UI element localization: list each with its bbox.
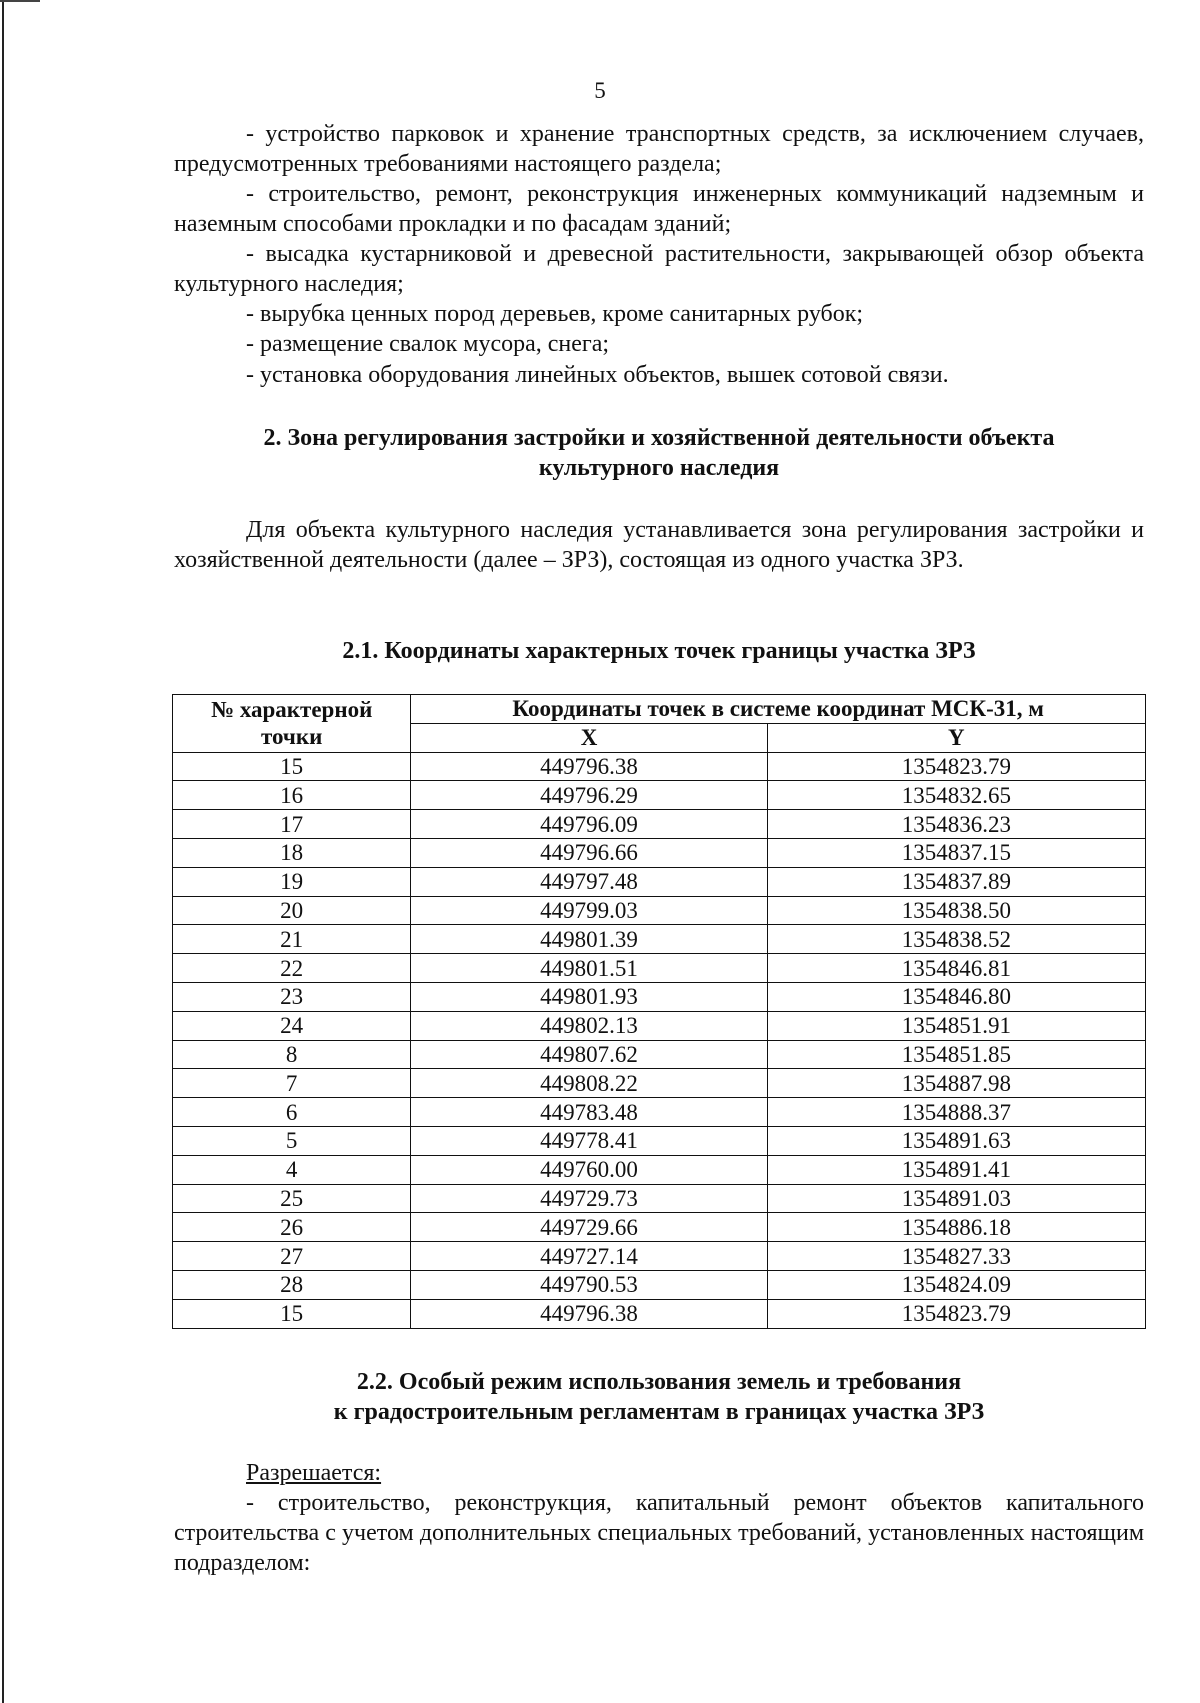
cell-point: 7 <box>173 1069 411 1098</box>
table-row <box>173 752 1146 781</box>
table-row <box>173 867 1146 896</box>
cell-point: 5 <box>173 1126 411 1155</box>
cell-x: 449790.53 <box>411 1270 767 1299</box>
table-row <box>173 1098 1146 1127</box>
cell-point: 21 <box>173 925 411 954</box>
cell-point: 28 <box>173 1270 411 1299</box>
cell-y: 1354846.81 <box>767 954 1145 983</box>
table-row <box>173 1299 1146 1328</box>
table-row <box>173 982 1146 1011</box>
section22-heading-line2: к градостроительным регламентам в границах участка ЗРЗ <box>333 1399 985 1425</box>
cell-point: 4 <box>173 1155 411 1184</box>
table-row <box>173 925 1146 954</box>
cell-y: 1354851.91 <box>767 1011 1145 1040</box>
page-number: 5 <box>594 78 606 103</box>
allowed-label: Разрешается: <box>246 1460 382 1486</box>
table-row <box>173 1184 1146 1213</box>
cell-y: 1354823.79 <box>767 1299 1145 1328</box>
cell-y: 1354837.15 <box>767 838 1145 867</box>
cell-point: 27 <box>173 1242 411 1271</box>
cell-point: 17 <box>173 810 411 839</box>
list-item-towers: - установка оборудования линейных объектов, вышек сотовой связи. <box>246 362 949 388</box>
cell-x: 449729.73 <box>411 1184 767 1213</box>
cell-x: 449729.66 <box>411 1213 767 1242</box>
table-row <box>173 1213 1146 1242</box>
cell-y: 1354837.89 <box>767 867 1145 896</box>
header-x: X <box>411 723 767 752</box>
cell-point: 25 <box>173 1184 411 1213</box>
table-row <box>173 1242 1146 1271</box>
section2-paragraph: Для объекта культурного наследия устанавливается зона регулирования застройки и хозяйственной деятельности (далее – ЗРЗ), состоящая из одного участка ЗРЗ. <box>174 517 1144 573</box>
allowed-item: - строительство, реконструкция, капитальный ремонт объектов капитального строительства с учетом дополнительных специальных требований, установленных настоящим подразделом: <box>174 1490 1144 1576</box>
cell-point: 6 <box>173 1098 411 1127</box>
section2-heading <box>174 423 1144 483</box>
list-item-utilities: - строительство, ремонт, реконструкция инженерных коммуникаций надземным и наземным способами прокладки и по фасадам зданий; <box>174 181 1144 237</box>
header-point-line2: точки <box>260 724 323 750</box>
cell-x: 449796.38 <box>411 1299 767 1328</box>
list-item-parking: - устройство парковок и хранение транспортных средств, за исключением случаев, предусмотренных требованиями настоящего раздела; <box>174 121 1144 177</box>
cell-point: 15 <box>173 1299 411 1328</box>
cell-x: 449808.22 <box>411 1069 767 1098</box>
cell-y: 1354846.80 <box>767 982 1145 1011</box>
table-row <box>173 838 1146 867</box>
cell-x: 449807.62 <box>411 1040 767 1069</box>
cell-y: 1354887.98 <box>767 1069 1145 1098</box>
table-row <box>173 781 1146 810</box>
cell-point: 15 <box>173 752 411 781</box>
header-point-number <box>173 695 411 753</box>
cell-x: 449802.13 <box>411 1011 767 1040</box>
header-y: Y <box>767 723 1145 752</box>
table-row <box>173 810 1146 839</box>
cell-x: 449796.66 <box>411 838 767 867</box>
cell-point: 22 <box>173 954 411 983</box>
cell-y: 1354823.79 <box>767 752 1145 781</box>
cell-x: 449797.48 <box>411 867 767 896</box>
cell-y: 1354836.23 <box>767 810 1145 839</box>
table-row <box>173 896 1146 925</box>
table-row <box>173 1155 1146 1184</box>
cell-y: 1354888.37 <box>767 1098 1145 1127</box>
list-item-tree-cutting: - вырубка ценных пород деревьев, кроме санитарных рубок; <box>246 301 864 327</box>
header-point-line1: № характерной <box>210 697 373 723</box>
cell-y: 1354891.41 <box>767 1155 1145 1184</box>
cell-x: 449796.09 <box>411 810 767 839</box>
cell-y: 1354851.85 <box>767 1040 1145 1069</box>
section22-heading-line1: 2.2. Особый режим использования земель и требования <box>356 1369 962 1395</box>
cell-point: 20 <box>173 896 411 925</box>
cell-y: 1354891.03 <box>767 1184 1145 1213</box>
cell-point: 18 <box>173 838 411 867</box>
list-item-dumps: - размещение свалок мусора, снега; <box>246 331 610 357</box>
section22-heading <box>174 1367 1144 1427</box>
cell-point: 19 <box>173 867 411 896</box>
cell-y: 1354827.33 <box>767 1242 1145 1271</box>
scan-corner-mark <box>0 0 40 2</box>
cell-x: 449783.48 <box>411 1098 767 1127</box>
cell-point: 8 <box>173 1040 411 1069</box>
section21-heading: 2.1. Координаты характерных точек границы участка ЗРЗ <box>342 638 976 664</box>
cell-x: 449801.51 <box>411 954 767 983</box>
list-item-planting: - высадка кустарниковой и древесной растительности, закрывающей обзор объекта культурного наследия; <box>174 241 1144 297</box>
cell-x: 449801.93 <box>411 982 767 1011</box>
cell-y: 1354891.63 <box>767 1126 1145 1155</box>
allowed-label-line <box>174 1458 1144 1488</box>
coordinates-table <box>172 694 1146 1329</box>
cell-x: 449727.14 <box>411 1242 767 1271</box>
cell-x: 449778.41 <box>411 1126 767 1155</box>
table-row <box>173 954 1146 983</box>
cell-y: 1354838.52 <box>767 925 1145 954</box>
scan-edge-line <box>2 0 4 1703</box>
cell-x: 449796.38 <box>411 752 767 781</box>
cell-x: 449760.00 <box>411 1155 767 1184</box>
cell-point: 16 <box>173 781 411 810</box>
section2-heading-line1: 2. Зона регулирования застройки и хозяйственной деятельности объекта <box>263 425 1055 451</box>
cell-point: 23 <box>173 982 411 1011</box>
cell-y: 1354824.09 <box>767 1270 1145 1299</box>
cell-x: 449799.03 <box>411 896 767 925</box>
table-row <box>173 1270 1146 1299</box>
table-row <box>173 1126 1146 1155</box>
header-coordinates: Координаты точек в системе координат МСК-31, м <box>411 695 1146 724</box>
cell-y: 1354838.50 <box>767 896 1145 925</box>
table-row <box>173 1040 1146 1069</box>
cell-y: 1354832.65 <box>767 781 1145 810</box>
cell-point: 24 <box>173 1011 411 1040</box>
cell-x: 449796.29 <box>411 781 767 810</box>
section2-heading-line2: культурного наследия <box>538 455 780 481</box>
cell-y: 1354886.18 <box>767 1213 1145 1242</box>
table-row <box>173 1011 1146 1040</box>
cell-x: 449801.39 <box>411 925 767 954</box>
table-row <box>173 1069 1146 1098</box>
cell-point: 26 <box>173 1213 411 1242</box>
